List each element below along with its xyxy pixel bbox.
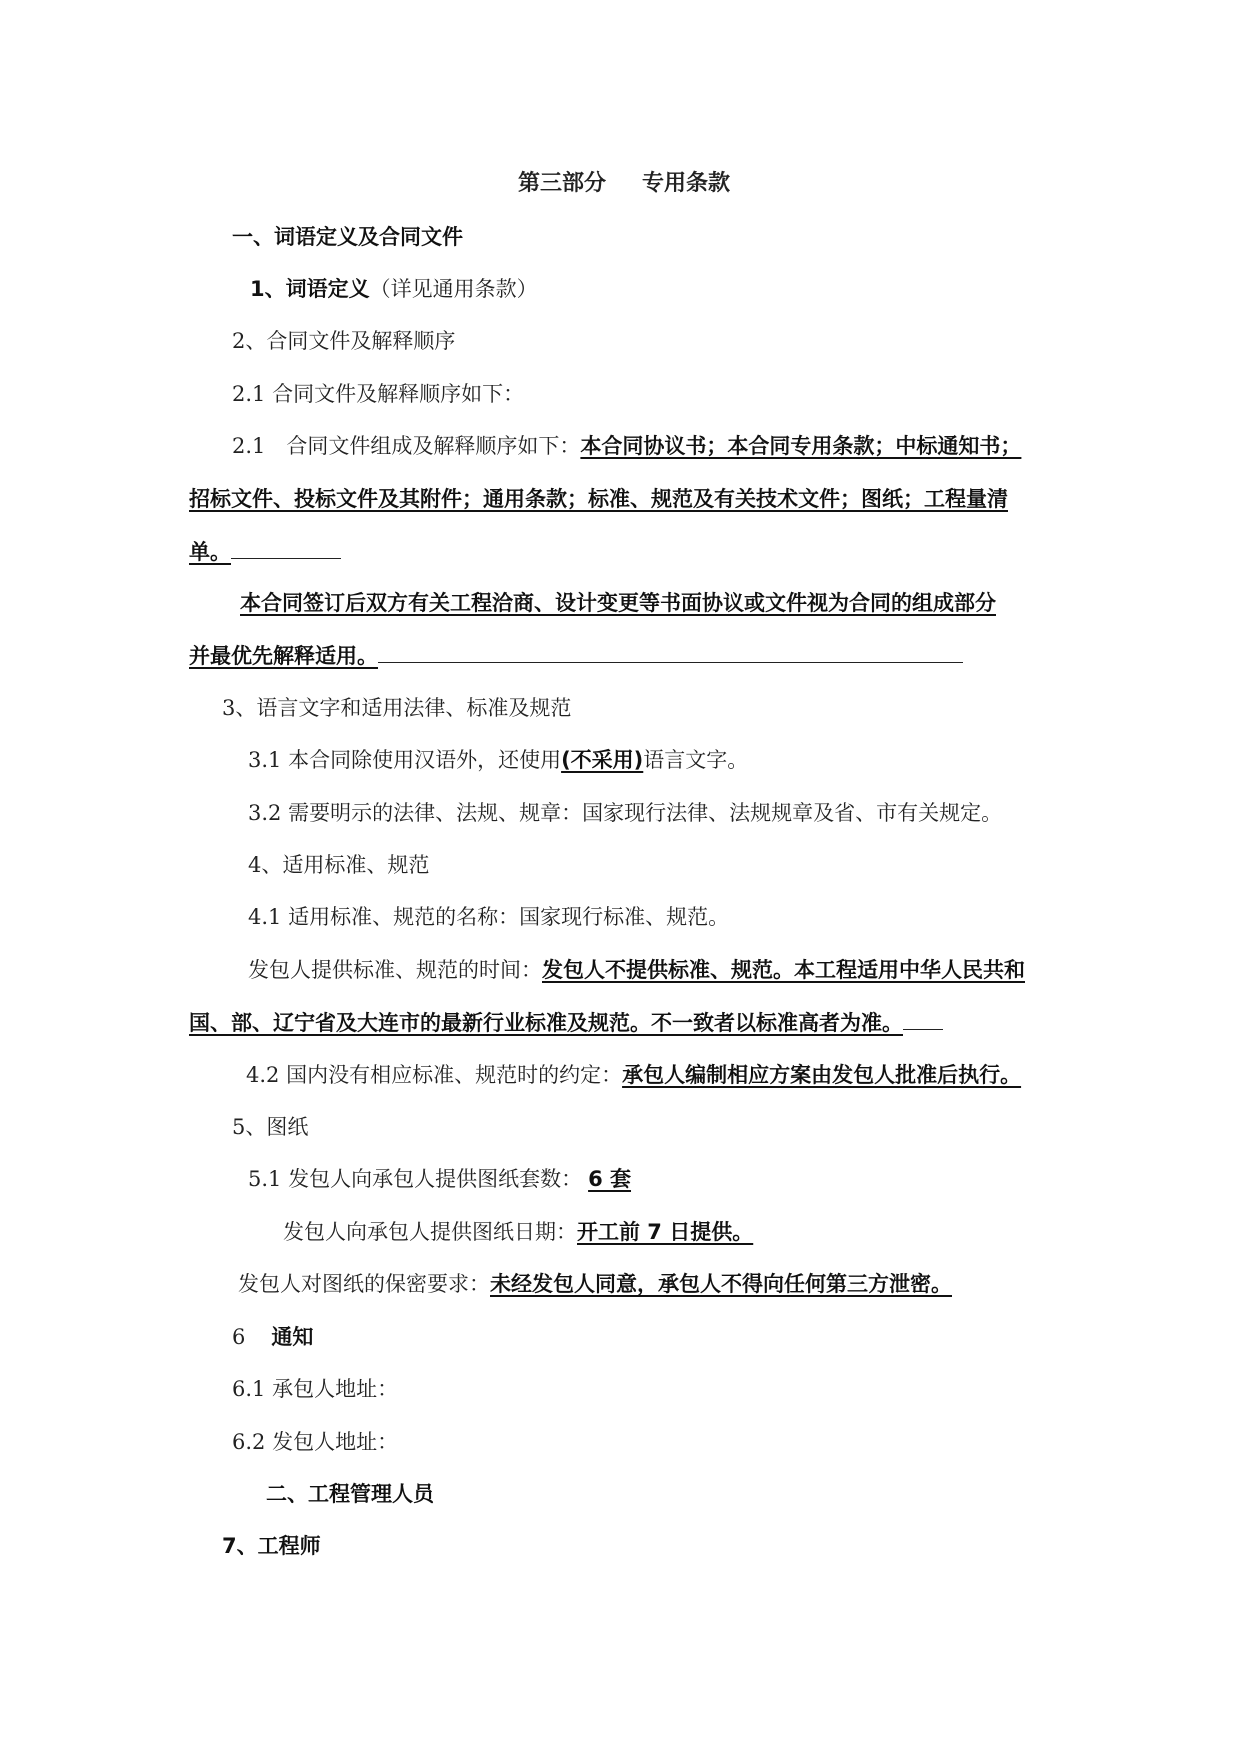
item-2-1-label: 2.1 合同文件组成及解释顺序如下： (232, 434, 581, 458)
blank-underline (231, 538, 341, 559)
item-4-2-value: 承包人编制相应方案由发包人批准后执行。 (622, 1063, 1022, 1087)
item-1-title: 1、词语定义 (250, 277, 370, 301)
drawing-secrecy: 发包人对图纸的保密要求：未经发包人同意，承包人不得向任何第三方泄密。 (238, 1272, 952, 1296)
section-2-heading: 二、工程管理人员 (266, 1482, 434, 1506)
item-5: 5、图纸 (232, 1115, 309, 1139)
section-1-heading: 一、词语定义及合同文件 (232, 225, 463, 249)
item-5-1: 5.1 发包人向承包人提供图纸套数： 6 套 (248, 1166, 670, 1192)
title-part: 第三部分 (518, 171, 607, 196)
page-title (518, 171, 730, 197)
contract-sign-line2: 并最优先解释适用。 (189, 642, 963, 669)
item-3-1: 3.1 本合同除使用汉语外，还使用(不采用)语言文字。 (248, 748, 749, 772)
item-6-1: 6.1 承包人地址： (232, 1377, 399, 1401)
item-3-2: 3.2 需要明示的法律、法规、规章：国家现行法律、法规规章及省、市有关规定。 (248, 801, 1003, 825)
item-4-1: 4.1 适用标准、规范的名称：国家现行标准、规范。 (248, 905, 730, 929)
standards-time (248, 957, 1025, 983)
contract-sign-line1: 本合同签订后双方有关工程洽商、设计变更等书面协议或文件视为合同的组成部分 (240, 591, 996, 615)
drawing-secrecy-value: 未经发包人同意，承包人不得向任何第三方泄密。 (490, 1272, 952, 1296)
item-4: 4、适用标准、规范 (248, 853, 430, 877)
drawing-date: 发包人向承包人提供图纸日期：开工前 7 日提供。 (283, 1220, 754, 1244)
item-4-2: 4.2 国内没有相应标准、规范时的约定：承包人编制相应方案由发包人批准后执行。 (246, 1063, 1022, 1087)
item-2-1-value-line2: 招标文件、投标文件及其附件；通用条款；标准、规范及有关技术文件；图纸；工程量清 (189, 487, 1008, 511)
item-2-1-value-line3: 单。 (189, 538, 341, 565)
standards-time-line2: 国、部、辽宁省及大连市的最新行业标准及规范。不一致者以标准高者为准。 (189, 1009, 943, 1036)
blank-underline (903, 1009, 943, 1030)
item-2-1-intro: 2.1 合同文件及解释顺序如下： (232, 382, 525, 406)
title-name: 专用条款 (642, 171, 731, 196)
item-3: 3、语言文字和适用法律、标准及规范 (222, 696, 572, 720)
item-5-1-value: 6 套 (588, 1167, 632, 1191)
standards-time-label: 发包人提供标准、规范的时间： (248, 958, 542, 982)
item-6-2: 6.2 发包人地址： (232, 1430, 399, 1454)
item-2-1-value-line1: 本合同协议书；本合同专用条款；中标通知书； (580, 434, 1022, 458)
blank-underline (378, 642, 963, 663)
item-1-note: （详见通用条款） (369, 277, 538, 301)
standards-time-value-line1: 发包人不提供标准、规范。本工程适用中华人民共和 (542, 958, 1025, 982)
item-7: 7、工程师 (222, 1534, 321, 1558)
drawing-date-value: 开工前 7 日提供。 (577, 1220, 754, 1244)
item-2: 2、合同文件及解释顺序 (232, 329, 456, 353)
item-3-1-value: (不采用) (561, 748, 644, 772)
item-1 (250, 276, 538, 302)
item-2-1-order (232, 433, 1021, 459)
item-6: 6 通知 (232, 1325, 314, 1349)
